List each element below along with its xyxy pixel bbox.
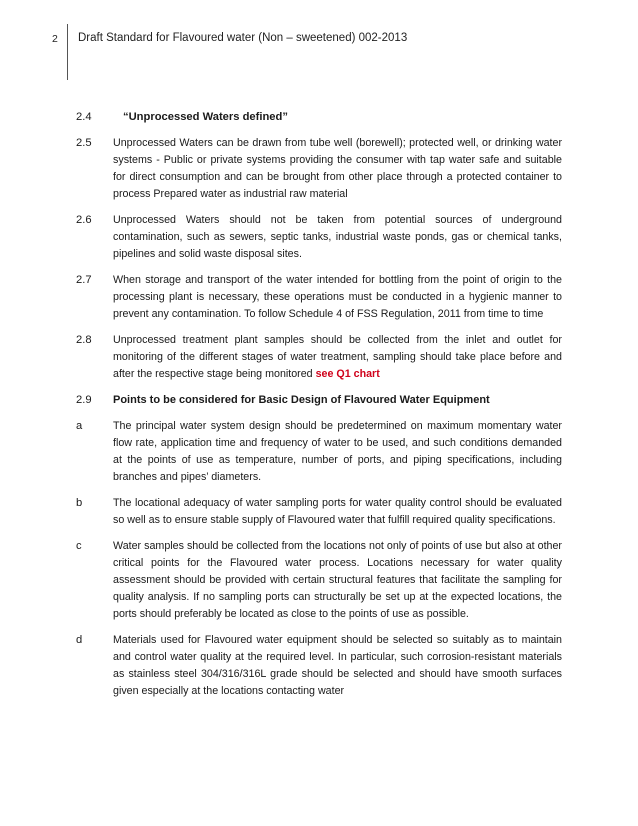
- section-number: 2.5: [76, 137, 92, 149]
- section-number: a: [76, 420, 83, 432]
- document-body: [76, 109, 562, 709]
- section-text-content: Unprocessed treatment plant samples should be collected from the inlet and outlet for monitoring of the different stages of water treatment, sampling should take place before and after the respective stage being monitored: [113, 334, 562, 380]
- header-divider: [67, 24, 68, 80]
- section-d: [76, 632, 562, 700]
- section-2-5: [76, 135, 562, 203]
- section-text: The locational adequacy of water sampling ports for water quality control should be evaluated so well as to ensure stable supply of Flavoured water that fulfill required quality specifications.: [113, 497, 562, 526]
- section-2-4: [76, 109, 562, 126]
- page-number: 2: [52, 33, 58, 45]
- section-text: Unprocessed Waters can be drawn from tube well (borewell); protected well, or drinking water systems - Public or private systems providing the consumer with tap water safe and suitable for direct consumption and can be brought from other place through a protected container to process Prepared water as industrial raw material: [113, 137, 562, 200]
- section-text: The principal water system design should be predetermined on maximum momentary water flow rate, application time and frequency of water to be used, and such conditions demanded at the points of use as temperature, number of ports, and piping specifications, including branches and pipes’ diameters.: [113, 420, 562, 483]
- section-2-6: [76, 212, 562, 263]
- section-number: b: [76, 497, 83, 509]
- section-number: c: [76, 540, 82, 552]
- q1-chart-link[interactable]: see Q1 chart: [315, 368, 380, 380]
- page-header: [0, 0, 638, 80]
- section-a: [76, 418, 562, 486]
- section-c: [76, 538, 562, 623]
- section-text: [113, 332, 562, 383]
- section-text: Unprocessed Waters should not be taken from potential sources of underground contamination, such as sewers, septic tanks, industrial waste ponds, gas or chemical tanks, pipelines and solid waste disposal sites.: [113, 214, 562, 260]
- section-number: 2.7: [76, 274, 92, 286]
- document-title: Draft Standard for Flavoured water (Non – sweetened) 002-2013: [78, 32, 408, 44]
- section-b: [76, 495, 562, 529]
- section-text: When storage and transport of the water intended for bottling from the point of origin to the processing plant is necessary, these operations must be conducted in a hygienic manner to prevent any contamination. To follow Schedule 4 of FSS Regulation, 2011 from time to time: [113, 274, 562, 320]
- section-number: d: [76, 634, 83, 646]
- section-text: Materials used for Flavoured water equipment should be selected so suitably as to maintain and control water quality at the required level. In particular, such corrosion-resistant materials as stainless steel 304/316/316L grade should be selected and should have smooth surfaces given especially at the locations contacting water: [113, 634, 562, 697]
- section-number: 2.4: [76, 111, 92, 123]
- section-heading: “Unprocessed Waters defined”: [123, 111, 288, 123]
- section-2-8: [76, 332, 562, 383]
- section-number: 2.9: [76, 394, 92, 406]
- section-text: Water samples should be collected from the locations not only of points of use but also at other critical points for the Flavoured water process. Locations necessary for water quality assessment should be provided with certain structural features that facilitate the sampling for quality analysis. If no sampling ports can structurally be set up at the expected locations, the ports should preferably be located as close to the points of use as possible.: [113, 540, 562, 620]
- section-number: 2.6: [76, 214, 92, 226]
- section-2-7: [76, 272, 562, 323]
- section-2-9: [76, 392, 562, 409]
- section-number: 2.8: [76, 334, 92, 346]
- section-heading: Points to be considered for Basic Design of Flavoured Water Equipment: [113, 394, 490, 406]
